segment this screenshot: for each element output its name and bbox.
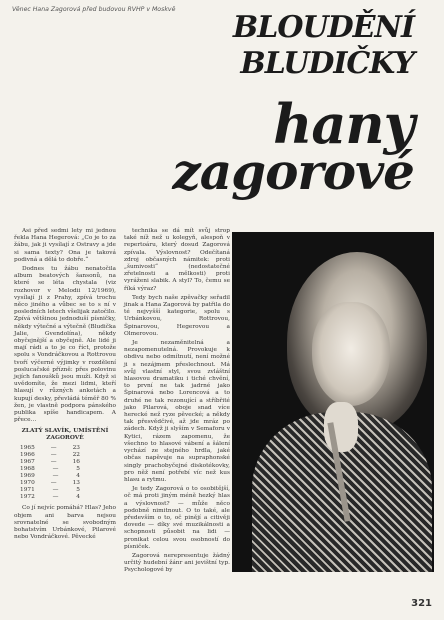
paragraph: Je tedy Zagorová o to osobitější, oč má proti jiným méně hezký hlas a výslovnost? — může něco podobně nimitnout. O to také, ale především o to, oč pinějí a citivěji dovede — díky své muzikálnosti a schopnosti působit na lidi — pronikat celou svou osobností do písniček. (124, 486, 230, 550)
table-row: 1972 — 4 (20, 494, 80, 501)
headline-line-2: BLUDIČKY (240, 46, 414, 81)
headline-line-4: zagorové (172, 142, 414, 201)
table-row: 1967 — 16 (20, 459, 80, 466)
page-number: 321 (411, 598, 432, 609)
headline-line-3: hany (273, 92, 414, 156)
table-row: 1971 — 5 (20, 487, 80, 494)
table-row: 1969 — 4 (20, 473, 80, 480)
article-column-2 (124, 228, 230, 577)
photo-face-shape (312, 302, 390, 406)
paragraph: Dodnes tu žábu nenatočila album beatových šansonů, na které se léta chystala (viz rozhovor v Melodii 12/1969), vysílají ji z Prahy, zpívá trochu něco jiného a vůbec se to s ní v posledních letech všelijak zatočilo. Zpívá většinou jednoduší písničky, někdy výtečné a výtečně (Bludička Jalie, Gvendolína), někdy obyčejnější a obyčejně. Ale lidé ji mají rádi a to je co říct, protože spolu s Vondráčkovou a Rottrovou tvoří výčerné výjimky v rozdělení poslucačské přízně: přes polovinu jejích fanoušků jsou muži. Když si uvědomíte, že mezi lidmi, kteří hlasují v různých anketách a kupují desky, převládá téměř 80 % žen, je vlastně podpora pánského publika spíše handicapem. A přece… (14, 266, 116, 424)
zlaty-slavik-table (20, 445, 80, 501)
table-row: 1970 — 13 (20, 480, 80, 487)
paragraph: technika se dá mít svůj strop také níž než u kolegyň, alespoň v repertoáru, který dosud Zagorová zpívala. Výslovnost? Odečítaná zdroj občasných námitek: proti „šumivosti“ (nedostatečné zřetelnosti a mělkosti) proti vyráženi slabik. A styl? To, čemu se říká výraz? (124, 228, 230, 292)
paragraph: Asi před sedmi lety mi jednou řekla Hana Hegerová: „Co je to za žábu, jak ji vysílají z Ostravy a jde si sama texty? Ona je taková podivná a dělá to dobře.“ (14, 228, 116, 263)
table-row: 1965 — 23 (20, 445, 80, 452)
paragraph: Co jí nejvíc pomáhá? Hlas? Jeho objem ani barva nejsou srovnatelné se svobodným bohatstvím Urbánkové, Pilarové nebo Vondráčkové. Pěvecké (14, 505, 117, 541)
singer-photo (232, 232, 434, 572)
headline-line-1: BLOUDĚNÍ (232, 10, 414, 45)
article-column-1 (14, 228, 116, 544)
table-row: 1966 — 22 (20, 452, 80, 459)
photo-caption: Věnec Hana Zagorová před budovou RVHP v Moskvě (12, 6, 176, 13)
paragraph: Tedy bych naše zpěvačky seřadil jinak a Hana Zagorová by patřila do té nejvyšší kategorie, spolu s Urbánkovou, Rottrovou, Špinarovou, Hegerovou a Olmerovou. (124, 294, 230, 337)
paragraph: Zagorová nerepresentuje žádný určitý hudební žánr ani jevištní typ. Psychologové by (124, 552, 230, 574)
table-row: 1968 — 5 (20, 466, 80, 473)
zlaty-slavik-title: ZLATÝ SLAVÍK, UMÍSTĚNÍ ZAGOROVÉ (21, 428, 109, 442)
paragraph: Je nezaměnitelná a nezapomenutelná. Provokuje k obdivu nebo odmítnutí, není možné ji s nezájmem přeslechnout. Má svůj vlastní styl, svou zvláštní hlasovou dramatiku i tiché chvění, to první ne tak jadrné jako Špinarová nebo Lorencová a to druhé ne tak rezonující a stříbřité jako Pilarová, oboje snad více herecké než ryze pěvecké; a někdy tak přesvědčivé, až jde mráz po zádech. Když ji slyším v Semaforu v Kytici, rázem zapomenu, že všechno to hlasové vábení a šálení vychází ze stejného hrdla, jaké občas napěvuje na supraphonské singly prachobyčejné diskotékovky, pro něž není potřebí víc než kus hlasu a rytmu. (124, 340, 230, 483)
